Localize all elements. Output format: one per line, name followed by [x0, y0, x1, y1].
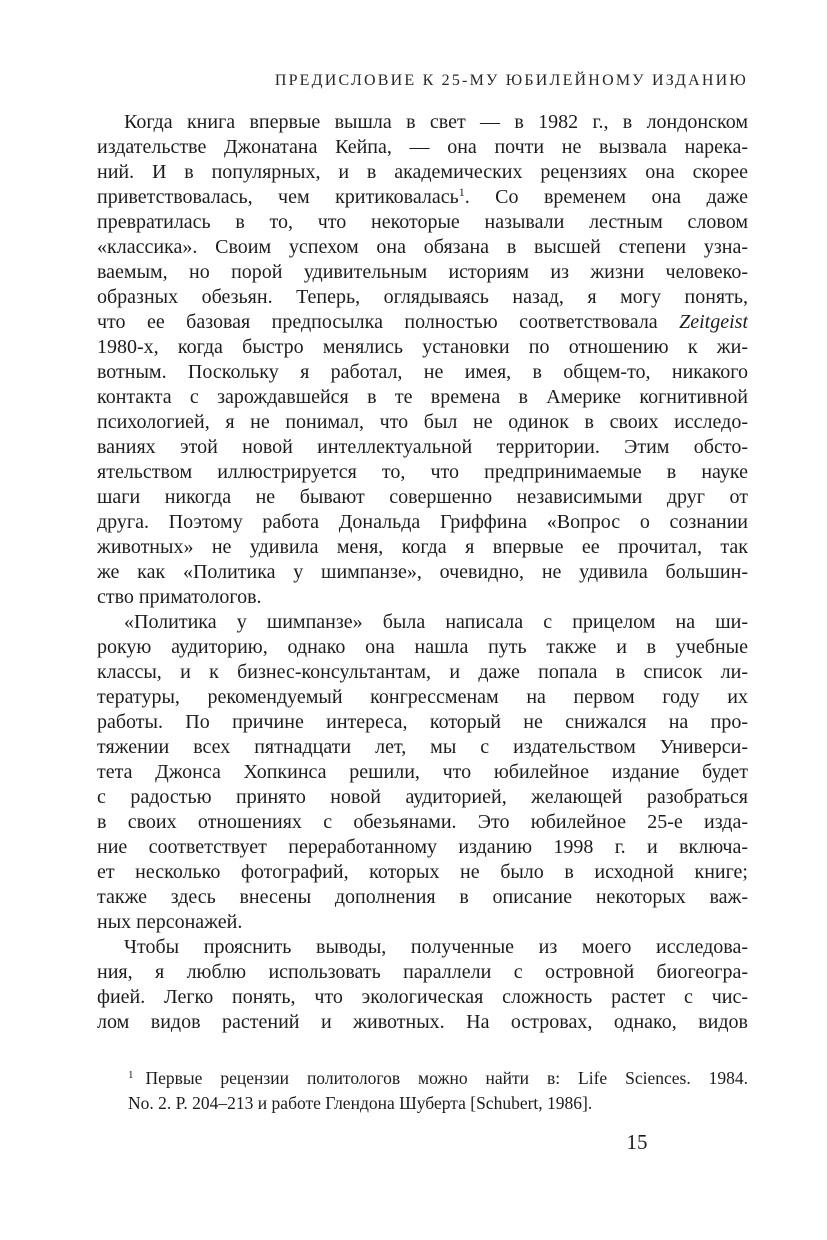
text-line: [97, 660, 748, 685]
text-segment: тературы, рекомендуемый конгрессменам на первом году их: [97, 686, 748, 708]
text-segment: фией. Легко понять, что экологическая сложность растет с чис-: [97, 986, 748, 1008]
text-segment: «Политика у шимпанзе» была написала с прицелом на ши-: [124, 611, 748, 633]
text-segment: что ее базовая предпосылка полностью соответствовала: [97, 311, 680, 333]
text-line: [97, 160, 748, 185]
text-line: [97, 835, 748, 860]
text-segment: с радостью принято новой аудиторией, желающей разобраться: [97, 786, 748, 808]
text-line: [97, 235, 748, 260]
text-line: [97, 385, 748, 410]
text-segment: Чтобы прояснить выводы, полученные из моего исследова-: [124, 936, 748, 958]
text-line: [97, 110, 748, 135]
text-line: [97, 585, 748, 610]
text-line: [97, 335, 748, 360]
footnote-marker: 1: [458, 185, 465, 199]
text-line: [97, 785, 748, 810]
text-segment: No. 2. P. 204–213 и работе Глендона Шуберта [Schubert, 1986].: [128, 1093, 593, 1113]
text-line: [97, 310, 748, 335]
text-segment: приветствовалась, чем критиковалась: [97, 186, 459, 208]
italic-text: Zeitgeist: [679, 311, 748, 333]
text-segment: «классика». Своим успехом она обязана в высшей степени узна-: [97, 236, 748, 258]
text-line: [97, 360, 748, 385]
text-segment: превратилась в то, что некоторые называли лестным словом: [97, 211, 748, 233]
text-segment: также здесь внесены дополнения в описание некоторых важ-: [97, 886, 748, 908]
body-text: [97, 110, 748, 1035]
text-segment: Первые рецензии политологов можно найти в: Life Sciences. 1984.: [145, 1068, 748, 1088]
text-line: [97, 285, 748, 310]
text-line: [97, 460, 748, 485]
text-line: [128, 1091, 748, 1116]
text-line: [97, 535, 748, 560]
text-line: [97, 410, 748, 435]
text-line: [97, 910, 748, 935]
text-segment: ваемым, но порой удивительным историям из жизни человеко-: [97, 261, 748, 283]
text-line: [97, 735, 748, 760]
paragraph: [97, 935, 748, 1035]
paragraph: [97, 610, 748, 935]
text-line: [97, 635, 748, 660]
text-line: [97, 885, 748, 910]
text-segment: тяжении всех пятнадцати лет, мы с издательством Универси-: [97, 736, 748, 758]
text-segment: . Со временем она даже: [464, 186, 748, 208]
text-segment: шаги никогда не бывают совершенно независимыми друг от: [97, 486, 748, 508]
text-segment: рокую аудиторию, однако она нашла путь также и в учебные: [97, 636, 748, 658]
text-segment: ятельством иллюстрируется то, что предпринимаемые в науке: [97, 461, 748, 483]
text-segment: в своих отношениях с обезьянами. Это юбилейное 25-е изда-: [97, 811, 748, 833]
text-segment: друга. Поэтому работа Дональда Гриффина «Вопрос о сознании: [97, 511, 748, 533]
text-line: [97, 960, 748, 985]
text-segment: животных» не удивила меня, когда я впервые ее прочитал, так: [97, 536, 748, 558]
text-line: [97, 860, 748, 885]
text-segment: ет несколько фотографий, которых не было в исходной книге;: [97, 861, 748, 883]
text-line: [97, 485, 748, 510]
text-line: [97, 135, 748, 160]
page-number: 15: [626, 1130, 648, 1154]
text-segment: классы, и к бизнес-консультантам, и даже попала в список ли-: [97, 661, 748, 683]
text-line: [128, 1066, 748, 1091]
text-segment: образных обезьян. Теперь, оглядываясь назад, я могу понять,: [97, 286, 748, 308]
text-segment: ных персонажей.: [97, 911, 243, 933]
text-line: [97, 510, 748, 535]
text-line: [97, 935, 748, 960]
text-segment: ния, я люблю использовать параллели с островной биогеогра-: [97, 961, 748, 983]
text-segment: ний. И в популярных, и в академических рецензиях она скорее: [97, 161, 748, 183]
text-line: [97, 810, 748, 835]
running-head-title: ПРЕДИСЛОВИЕ К 25-МУ ЮБИЛЕЙНОМУ ИЗДАНИЮ: [274, 72, 748, 89]
paragraph: [97, 110, 748, 610]
text-line: [97, 185, 748, 210]
text-segment: издательстве Джонатана Кейпа, — она почти не вызвала нарека-: [97, 136, 748, 158]
text-segment: вотным. Поскольку я работал, не имея, в общем-то, никакого: [97, 361, 748, 383]
text-line: [97, 210, 748, 235]
text-line: [97, 560, 748, 585]
text-segment: контакта с зарождавшейся в те времена в Америке когнитивной: [97, 386, 748, 408]
text-segment: же как «Политика у шимпанзе», очевидно, не удивила большин-: [97, 561, 748, 583]
text-line: [97, 685, 748, 710]
text-line: [97, 985, 748, 1010]
text-segment: 1980-х, когда быстро менялись установки по отношению к жи-: [97, 336, 748, 358]
text-line: [97, 260, 748, 285]
text-segment: лом видов растений и животных. На островах, однако, видов: [97, 1011, 748, 1033]
text-segment: тета Джонса Хопкинса решили, что юбилейное издание будет: [97, 761, 748, 783]
text-segment: психологией, я не понимал, что был не одинок в своих исследо-: [97, 411, 748, 433]
text-line: [97, 435, 748, 460]
text-segment: ваниях этой новой интеллектуальной территории. Этим обсто-: [97, 436, 748, 458]
text-line: [97, 1010, 748, 1035]
text-line: [97, 710, 748, 735]
text-segment: Когда книга впервые вышла в свет — в 1982 г., в лондонском: [124, 111, 748, 133]
text-line: [97, 610, 748, 635]
footnote-marker: 1: [128, 1069, 134, 1081]
text-segment: ство приматологов.: [97, 586, 262, 608]
text-line: [97, 760, 748, 785]
footnote: [128, 1066, 748, 1116]
text-segment: работы. По причине интереса, который не снижался на про-: [97, 711, 748, 733]
text-segment: ние соответствует переработанному изданию 1998 г. и включа-: [97, 836, 748, 858]
